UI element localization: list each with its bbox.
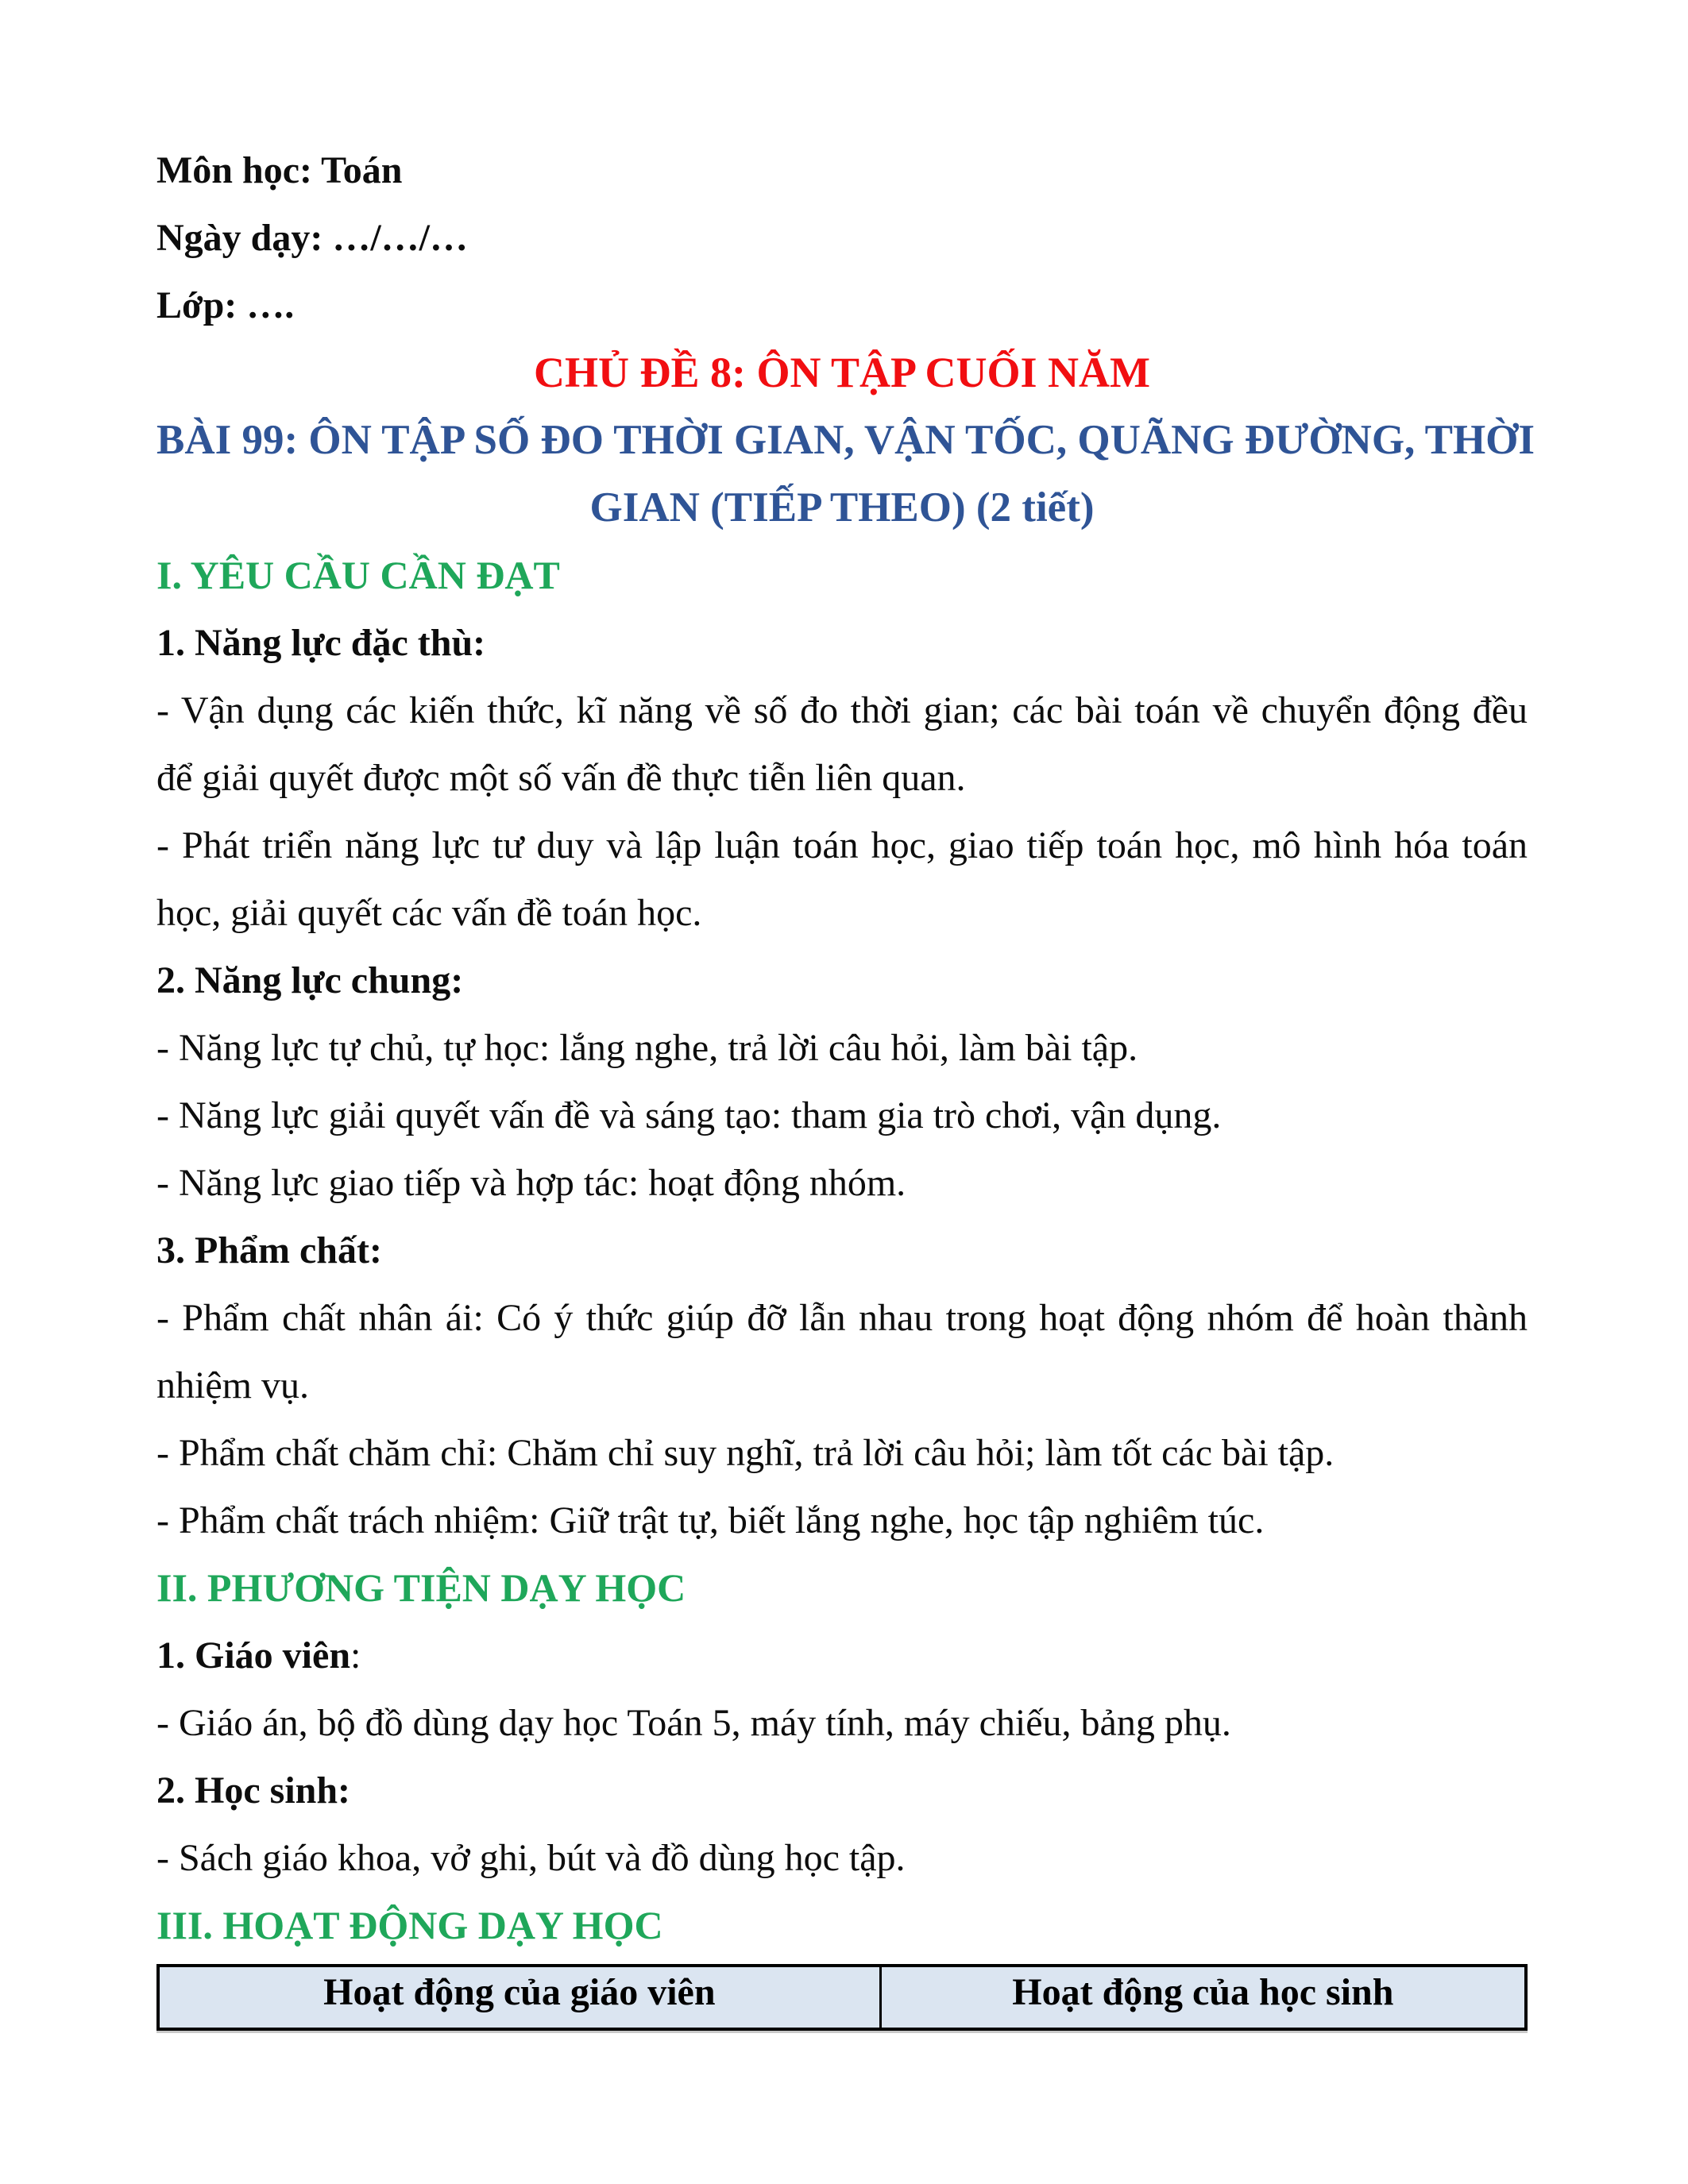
section1-paragraph7: - Phẩm chất chăm chỉ: Chăm chỉ suy nghĩ, trả lời câu hỏi; làm tốt các bài tập. xyxy=(156,1432,1335,1474)
section1-heading: I. YÊU CẦU CẦN ĐẠT xyxy=(156,553,560,597)
table-header-teacher-activities: Hoạt động của giáo viên xyxy=(158,1966,880,2029)
section2-paragraph1: - Giáo án, bộ đồ dùng dạy học Toán 5, máy tính, máy chiếu, bảng phụ. xyxy=(156,1702,1231,1744)
section1-sub3: 3. Phẩm chất: xyxy=(156,1229,382,1271)
section2-sub2: 2. Học sinh: xyxy=(156,1769,351,1812)
section2-heading: II. PHƯƠNG TIỆN DẠY HỌC xyxy=(156,1565,686,1610)
section2-sub1 xyxy=(156,1622,1528,1689)
activities-table xyxy=(156,1964,1528,2031)
section1-paragraph6-line1: - Phẩm chất nhân ái: Có ý thức giúp đỡ lẫn nhau trong hoạt động nhóm để hoàn thành xyxy=(156,1297,1528,1339)
meta-class: Lớp: …. xyxy=(156,284,295,326)
section1-paragraph6-line2: nhiệm vụ. xyxy=(156,1364,309,1406)
document-content xyxy=(156,137,1535,2031)
section1-paragraph5: - Năng lực giao tiếp và hợp tác: hoạt động nhóm. xyxy=(156,1162,906,1204)
section1-paragraph1-line2: để giải quyết được một số vấn đề thực tiễn liên quan. xyxy=(156,757,966,799)
section1-sub1: 1. Năng lực đặc thù: xyxy=(156,622,486,664)
activities-table-header-row xyxy=(158,1966,1526,2029)
section2-paragraph2: - Sách giáo khoa, vở ghi, bút và đồ dùng học tập. xyxy=(156,1837,906,1879)
table-header-student-activities: Hoạt động của học sinh xyxy=(880,1966,1526,2029)
section3-heading: III. HOẠT ĐỘNG DẠY HỌC xyxy=(156,1903,663,1947)
section2-sub1-label: 1. Giáo viên xyxy=(156,1634,351,1677)
lesson-title-line1: BÀI 99: ÔN TẬP SỐ ĐO THỜI GIAN, VẬN TỐC, QUÃNG ĐƯỜNG, THỜI xyxy=(156,417,1535,463)
meta-subject: Môn học: Toán xyxy=(156,149,403,191)
section1-paragraph2-line2: học, giải quyết các vấn đề toán học. xyxy=(156,892,702,934)
lesson-title-line2: GIAN (TIẾP THEO) (2 tiết) xyxy=(589,484,1095,531)
chapter-title: CHỦ ĐỀ 8: ÔN TẬP CUỐI NĂM xyxy=(533,349,1150,396)
section1-paragraph3: - Năng lực tự chủ, tự học: lắng nghe, trả lời câu hỏi, làm bài tập. xyxy=(156,1027,1138,1069)
section1-sub2: 2. Năng lực chung: xyxy=(156,959,464,1001)
section1-paragraph4: - Năng lực giải quyết vấn đề và sáng tạo: tham gia trò chơi, vận dụng. xyxy=(156,1094,1222,1136)
section2-sub1-colon: : xyxy=(350,1634,361,1677)
meta-date: Ngày dạy: …/…/… xyxy=(156,217,469,259)
section1-paragraph1-line1: - Vận dụng các kiến thức, kĩ năng về số đo thời gian; các bài toán về chuyển động đều xyxy=(156,689,1528,731)
section1-paragraph8: - Phẩm chất trách nhiệm: Giữ trật tự, biết lắng nghe, học tập nghiêm túc. xyxy=(156,1499,1265,1542)
section1-paragraph2-line1: - Phát triển năng lực tư duy và lập luận toán học, giao tiếp toán học, mô hình hóa toán xyxy=(156,824,1528,866)
